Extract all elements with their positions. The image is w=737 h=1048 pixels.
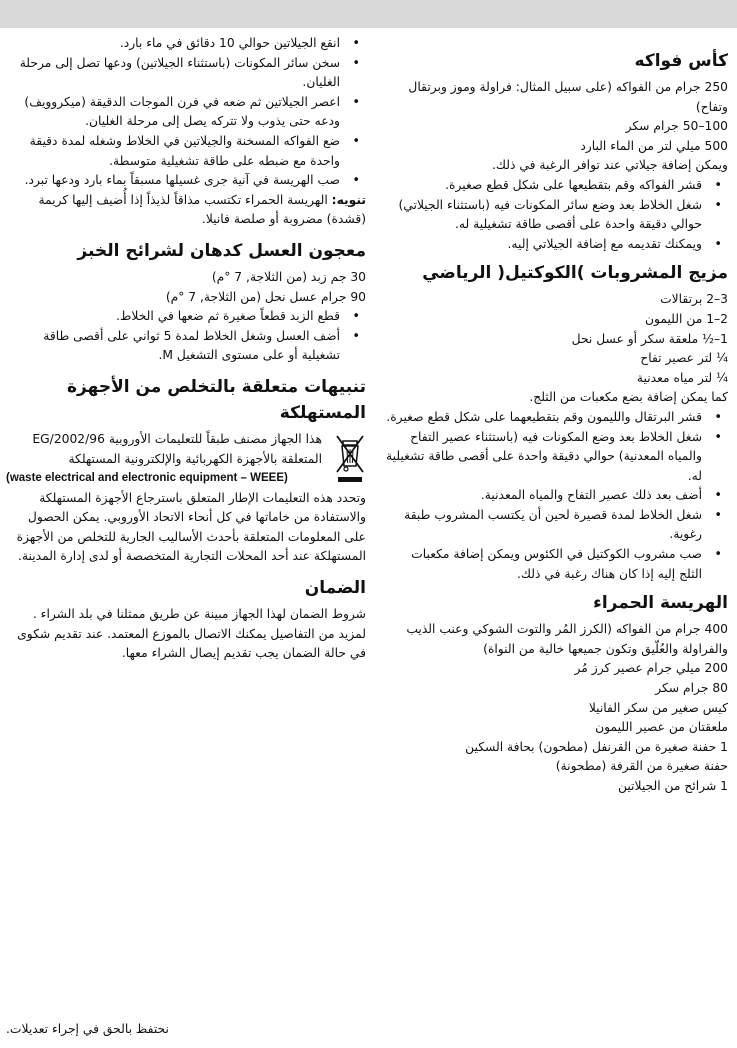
ingredient-line: ¼ لتر مياه معدنية	[636, 370, 728, 385]
top-gray-bar	[0, 0, 737, 28]
ingredient-line: ويمكن إضافة جيلاتي عند توافر الرغبة في ذلك.	[491, 158, 728, 173]
list-item: • ضع الفواكه المسخنة والجيلاتين في الخلاط وشغله لمدة دقيقة واحدة مع ضبطه على طاقة تشغيلية متوسطة.	[6, 132, 366, 171]
ingredient-line: 1 شرائح من الجيلاتين	[617, 779, 728, 793]
list-item: • سخن سائر المكونات (باستثناء الجيلاتين) ودعها تصل إلى مرحلة الغليان.	[6, 54, 366, 93]
right-column	[386, 34, 728, 797]
list-item: • انقع الجيلاتين حوالي 10 دقائق في ماء بارد.	[6, 34, 366, 54]
ingredient-line: 400 جرام من الفواكه (الكرز المُر والتوت الشوكي وعنب الذيب والفراولة والعُلّيق وتكون جميعها خالية من النواة)	[406, 622, 728, 656]
list-item: • ويمكنك تقديمه مع إضافة الجيلاتي إليه.	[386, 235, 728, 255]
disposal-body: وتحدد هذه التعليمات الإطار المتعلق باسترجاع الأجهزة المستهلكة والاستفادة من خاماتها في كل أنحاء الاتحاد الأوروبي. يمكن الحصول على المعلومات المتعلقة بأحدث الأساليب الجارية للتخلص من الأجهزة المستهلكة عند أحد المحلات التجارية المتخصصة أو لدى إدارة المدينة.	[16, 490, 366, 564]
ingredient-line: 30 جم زبد (من الثلاجة, 7 °م)	[211, 269, 366, 284]
ingredient-line: 90 جرام عسل نحل (من الثلاجة, 7 °م)	[165, 289, 366, 304]
list-item: • شغل الخلاط بعد وضع المكونات فيه (باستثناء عصير التفاح والمياه المعدنية) حوالي دقيقة واحدة على أقصى طاقة تشغيلية له.	[386, 428, 728, 487]
ingredient-line: 1 حفنة صغيرة من القرنفل (مطحون) بحافة السكين	[465, 739, 728, 754]
ingredient-line: 200 ميلي جرام عصير كرز مُر	[574, 661, 728, 676]
fruit-cup-steps	[386, 176, 728, 254]
ingredient-line: 250 جرام من الفواكه (على سبيل المثال: فراولة وموز وبرتقال وتفاح)	[408, 80, 728, 114]
sport-cocktail-steps	[386, 408, 728, 584]
list-item: • أضف العسل وشغل الخلاط لمدة 5 ثواني على أقصى طاقة تشغيلية أو على مستوى التشغيل M.	[6, 327, 366, 366]
ingredient-line: ¼ لتر عصير تفاح	[640, 351, 728, 366]
crossed-bin-icon	[334, 432, 366, 484]
sport-cocktail-title: مزيج المشروبات )الكوكتيل( الرياضي	[422, 263, 728, 284]
list-item: • اعصر الجيلاتين ثم ضعه في فرن الموجات الدقيقة (ميكروويف) ودعه حتى يذوب ولا تتركه يصل إلى مرحلة الغليان.	[6, 93, 366, 132]
ingredient-line: 100–50 جرام سكر	[625, 119, 728, 134]
weee-english-line: (waste electrical and electronic equipment – WEEE)	[6, 472, 288, 485]
red-harissa-title: الهريسة الحمراء	[593, 593, 728, 614]
disposal-title: تنبيهات متعلقة بالتخلص من الأجهزة المستهلكة	[67, 376, 366, 423]
weee-text: هذا الجهاز مصنف طبقاً للتعليمات الأوروبية 2002/96/EG المتعلقة بالأجهزة الكهربائية والإلكترونية المستهلكة	[32, 431, 322, 466]
ingredient-line: كما يمكن إضافة بضع مكعبات من الثلج.	[529, 390, 728, 405]
ingredient-line: ملعقتان من عصير الليمون	[595, 720, 728, 735]
ingredient-line: 500 ميلي لتر من الماء البارد	[580, 138, 728, 153]
ingredient-line: 1–½ ملعقة سكر أو عسل نحل	[571, 331, 728, 346]
fruit-cup-title: كأس فواكه	[634, 51, 728, 71]
warranty-title: الضمان	[304, 578, 366, 599]
note-label: تنويه:	[331, 192, 366, 207]
left-column	[6, 34, 366, 664]
list-item: • صب مشروب الكوكتيل في الكئوس ويمكن إضافة مكعبات الثلج إليه إذا كان هناك رغبة في ذلك.	[386, 545, 728, 584]
ingredient-line: 80 جرام سكر	[655, 681, 728, 696]
honey-spread-title: معجون العسل كدهان لشرائح الخبز	[77, 240, 366, 261]
harissa-steps	[6, 34, 366, 191]
ingredient-line: حفنة صغيرة من القرفة (مطحونة)	[555, 759, 728, 774]
list-item: • شغل الخلاط لمدة قصيرة لحين أن يكتسب المشروب طبقة رغوية.	[386, 506, 728, 545]
footer-note: نحتفظ بالحق في إجراء تعديلات.	[6, 1022, 169, 1036]
ingredient-line: كيس صغير من سكر الفانيلا	[588, 700, 728, 715]
list-item: • شغل الخلاط بعد وضع سائر المكونات فيه (باستثناء الجيلاتي) حوالي دقيقة واحدة على أقصى طاقة تشغيلية له.	[386, 196, 728, 235]
list-item: • صب الهريسة في آنية جرى غسيلها مسبقاً بماء بارد ودعها تبرد.	[6, 171, 366, 191]
list-item: • قطع الزبد قطعاً صغيرة ثم ضعها في الخلاط.	[6, 307, 366, 327]
ingredient-line: 3–2 برتقالات	[660, 292, 728, 307]
note-text: الهريسة الحمراء تكتسب مذاقاً لذيذاً إذا أُضيف إليها كريمة (قشدة) مضروبة أو صلصة فانيلا.	[38, 192, 366, 227]
list-item: • أضف بعد ذلك عصير التفاح والمياه المعدنية.	[386, 486, 728, 506]
honey-steps	[6, 307, 366, 366]
list-item: • قشر الفواكه وقم بتقطيعها على شكل قطع صغيرة.	[386, 176, 728, 196]
weee-block	[6, 430, 366, 469]
ingredient-line: 2–1 من الليمون	[644, 311, 728, 326]
warranty-body: شروط الضمان لهذا الجهاز مبينة عن طريق ممثلنا في بلد الشراء . لمزيد من التفاصيل يمكنك الاتصال بالموزع المعتمد. عند تقديم شكوى في حالة الضمان يجب تقديم إيصال الشراء معها.	[17, 607, 366, 661]
harissa-note	[6, 191, 366, 230]
list-item: • قشر البرتقال والليمون وقم بتقطيعهما على شكل قطع صغيرة.	[386, 408, 728, 428]
